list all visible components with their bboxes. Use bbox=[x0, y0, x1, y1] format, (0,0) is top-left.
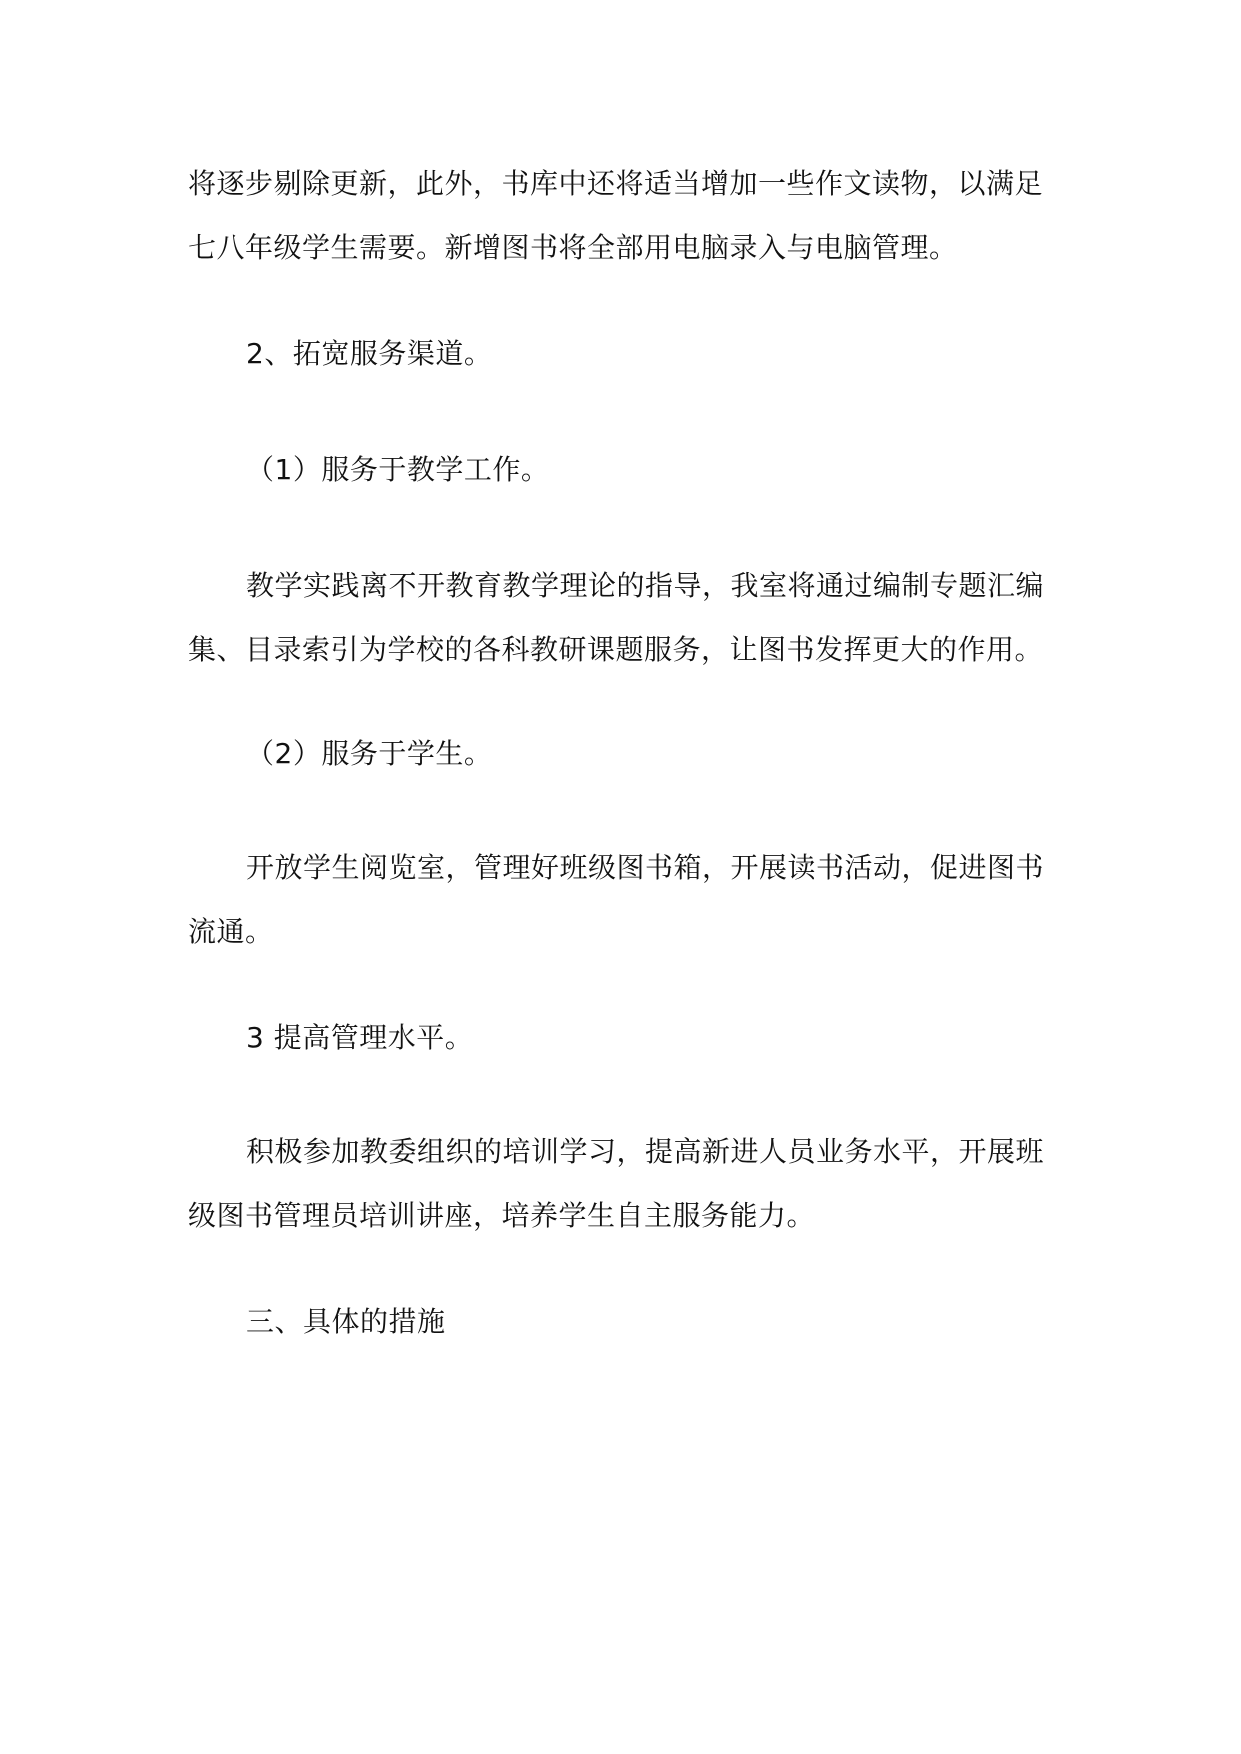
paragraph-student-service bbox=[188, 836, 1068, 964]
text-line: 将逐步剔除更新，此外，书库中还将适当增加一些作文读物，以满足 bbox=[188, 167, 1044, 200]
text-line: 七八年级学生需要。新增图书将全部用电脑录入与电脑管理。 bbox=[188, 231, 958, 264]
text-line: 3 提高管理水平。 bbox=[246, 1021, 474, 1054]
text-line: 级图书管理员培训讲座，培养学生自主服务能力。 bbox=[188, 1199, 816, 1232]
text-line: 三、具体的措施 bbox=[246, 1305, 446, 1338]
heading-improve-management bbox=[188, 1006, 1068, 1070]
subheading-serve-teaching bbox=[188, 438, 1068, 502]
text-line: 积极参加教委组织的培训学习，提高新进人员业务水平，开展班 bbox=[246, 1135, 1045, 1168]
paragraph-book-update bbox=[188, 152, 1068, 280]
heading-specific-measures bbox=[188, 1290, 1068, 1354]
paragraph-teaching-service bbox=[188, 554, 1068, 682]
text-line: （2）服务于学生。 bbox=[246, 737, 493, 770]
text-line: 2、拓宽服务渠道。 bbox=[246, 337, 493, 370]
text-line: （1）服务于教学工作。 bbox=[246, 453, 550, 486]
paragraph-training bbox=[188, 1120, 1068, 1248]
subheading-serve-students bbox=[188, 722, 1068, 786]
text-line: 集、目录索引为学校的各科教研课题服务，让图书发挥更大的作用。 bbox=[188, 633, 1044, 666]
heading-expand-service bbox=[188, 322, 1068, 386]
text-line: 流通。 bbox=[188, 915, 274, 948]
text-line: 教学实践离不开教育教学理论的指导，我室将通过编制专题汇编 bbox=[246, 569, 1045, 602]
text-line: 开放学生阅览室，管理好班级图书箱，开展读书活动，促进图书 bbox=[246, 851, 1045, 884]
